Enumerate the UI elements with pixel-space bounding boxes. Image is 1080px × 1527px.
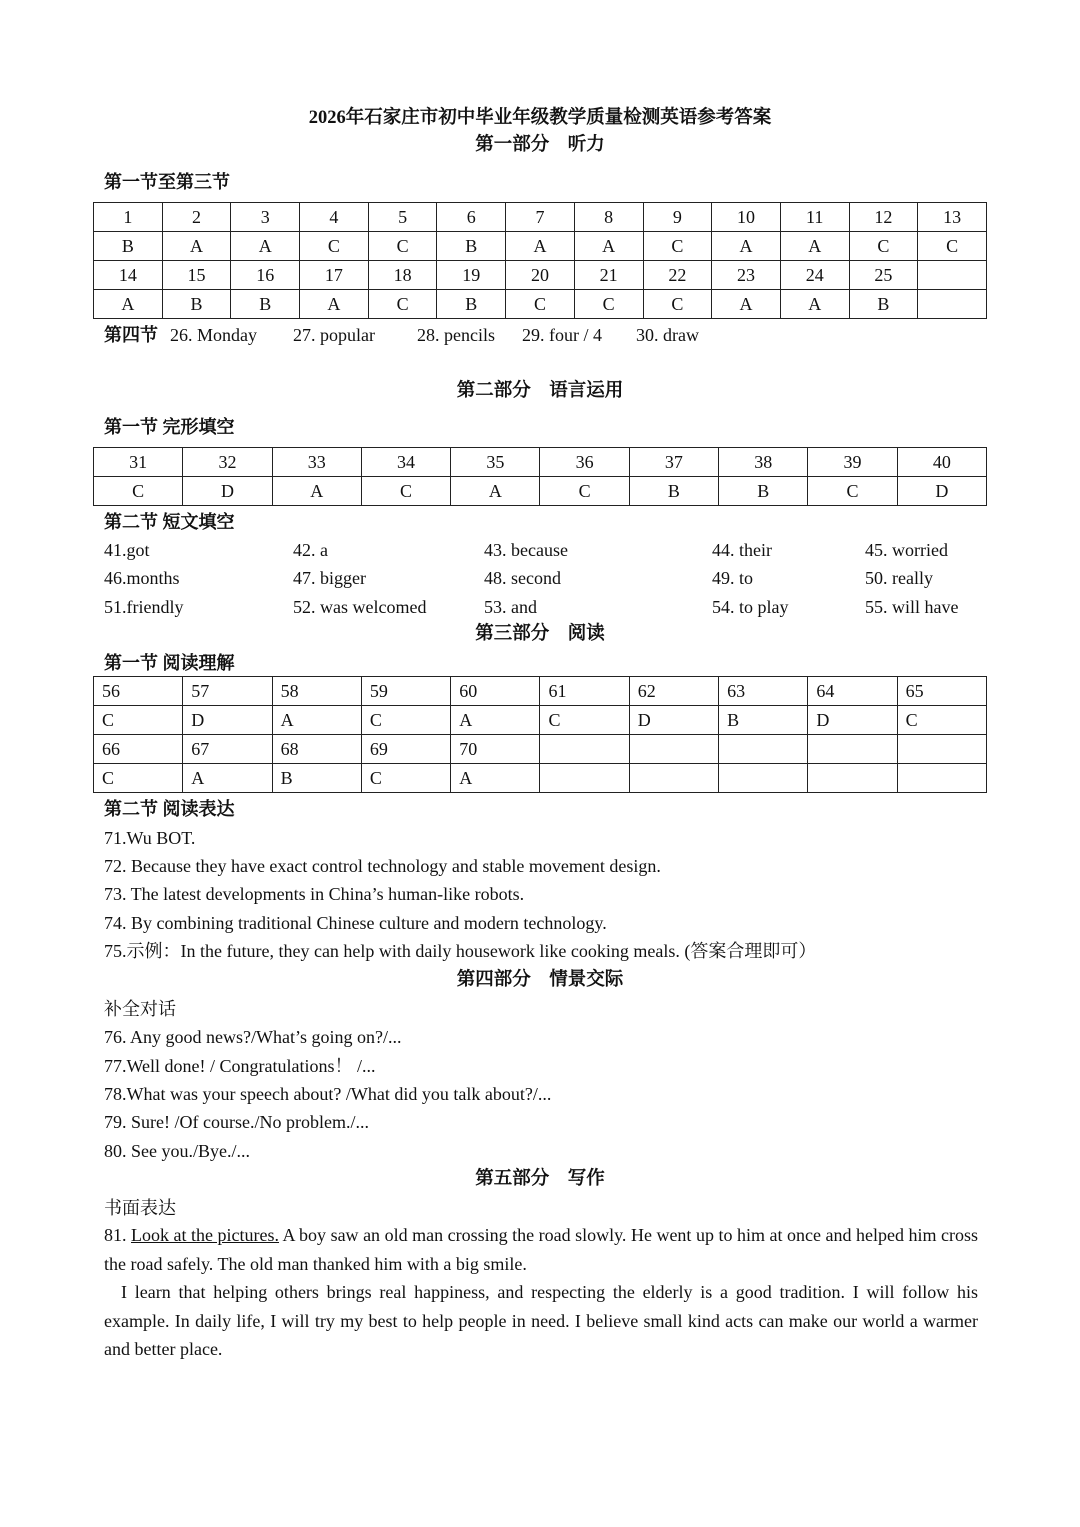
part1-table-cell: C: [643, 232, 712, 261]
part1-table-cell: A: [506, 232, 575, 261]
part1-table-cell: 24: [780, 261, 849, 290]
part3-table-cell: C: [94, 764, 183, 793]
fill-answer: 51.friendly: [104, 597, 184, 617]
part3-heading: 第三部分 阅读: [475, 624, 605, 644]
part2-table-cell: A: [272, 477, 361, 506]
part2-table-cell: 31: [94, 448, 183, 477]
part3-table-cell: A: [451, 764, 540, 793]
part1-table-cell: A: [712, 232, 781, 261]
part1-table-cell: 7: [506, 203, 575, 232]
part2-table-cell: 40: [897, 448, 986, 477]
part3-table-cell: 58: [272, 677, 361, 706]
fill-answer: 49. to: [712, 568, 754, 588]
essay-paragraph-2: I learn that helping others brings real happiness, and respecting the elderly is a good tradition. I will follow his example. In daily life, I will try my best to help people in need. I believe small kind acts can make our world a warmer and better place.: [104, 1282, 978, 1359]
part3-table-cell: [808, 764, 897, 793]
part2-table-row: [94, 477, 987, 506]
part3-table-cell: [897, 764, 986, 793]
part1-table-cell: [918, 290, 987, 319]
part1-table-cell: A: [231, 232, 300, 261]
part1-table-cell: 10: [712, 203, 781, 232]
answer-26: 26. Monday: [170, 325, 257, 345]
part1-table-row: [94, 232, 987, 261]
fill-answer: 50. really: [865, 568, 933, 588]
part3-table-cell: [808, 735, 897, 764]
essay-paragraph-1-text: A boy saw an old man crossing the road slowly. He went up to him at once and helped him cross the road safely. The old man thanked him with a big smile.: [104, 1225, 978, 1274]
part2-table-cell: 35: [451, 448, 540, 477]
part2-table-cell: C: [361, 477, 450, 506]
part3-table-cell: A: [183, 764, 272, 793]
answer-78: 78.What was your speech about? /What did you talk about?/...: [104, 1084, 552, 1104]
answer-28: 28. pencils: [417, 325, 495, 345]
part3-table-cell: C: [897, 706, 986, 735]
part2-table-cell: 36: [540, 448, 629, 477]
part1-table-cell: 3: [231, 203, 300, 232]
part1-table-cell: 15: [162, 261, 231, 290]
part1-table-cell: 1: [94, 203, 163, 232]
part1-table-cell: 22: [643, 261, 712, 290]
part1-table-cell: C: [849, 232, 918, 261]
part2-table-cell: 32: [183, 448, 272, 477]
part3-table-cell: 66: [94, 735, 183, 764]
part1-table-cell: 6: [437, 203, 506, 232]
part3-table-row: [94, 706, 987, 735]
answer-71: 71.Wu BOT.: [104, 828, 196, 848]
part3-table-cell: [719, 764, 808, 793]
part1-table-cell: B: [437, 232, 506, 261]
answer-27: 27. popular: [293, 325, 375, 345]
fill-answer: 45. worried: [865, 540, 948, 560]
part2-table-cell: B: [629, 477, 718, 506]
part1-table-cell: B: [94, 232, 163, 261]
answer-80: 80. See you./Bye./...: [104, 1141, 250, 1161]
page-title: 2026年石家庄市初中毕业年级教学质量检测英语参考答案: [308, 108, 772, 128]
part1-table-cell: 17: [300, 261, 369, 290]
part1-table-cell: 23: [712, 261, 781, 290]
part3-sec2-label: 第二节 阅读表达: [104, 799, 235, 819]
fill-answer: 52. was welcomed: [293, 597, 427, 617]
part1-table-cell: B: [849, 290, 918, 319]
part4-sec-label: 补全对话: [104, 999, 176, 1019]
part3-table-cell: B: [272, 764, 361, 793]
part1-table-cell: C: [368, 232, 437, 261]
part1-table-cell: 19: [437, 261, 506, 290]
part3-table-cell: [540, 735, 629, 764]
essay-opening-underlined: Look at the pictures.: [131, 1225, 280, 1245]
part1-heading: 第一部分 听力: [475, 135, 605, 155]
part1-table-cell: 21: [574, 261, 643, 290]
part1-table-row: [94, 203, 987, 232]
fill-answer: 43. because: [484, 540, 568, 560]
part3-answer-table: [93, 676, 987, 793]
fill-answer: 55. will have: [865, 597, 959, 617]
part3-table-cell: 64: [808, 677, 897, 706]
part2-answer-table: [93, 447, 987, 506]
part2-table-cell: 37: [629, 448, 718, 477]
fill-answer: 54. to play: [712, 597, 789, 617]
part1-table-cell: C: [918, 232, 987, 261]
part3-table-cell: D: [808, 706, 897, 735]
part2-table-cell: 33: [272, 448, 361, 477]
part1-table-cell: C: [300, 232, 369, 261]
part1-sec4: [104, 323, 158, 347]
part3-table-cell: 67: [183, 735, 272, 764]
part3-table-cell: C: [540, 706, 629, 735]
part3-table-cell: [629, 764, 718, 793]
part1-table-cell: 11: [780, 203, 849, 232]
fill-answer: 42. a: [293, 540, 328, 560]
part1-table-cell: A: [574, 232, 643, 261]
part2-table-cell: A: [451, 477, 540, 506]
part2-table-cell: B: [719, 477, 808, 506]
part3-table-cell: 61: [540, 677, 629, 706]
fill-answer: 46.months: [104, 568, 180, 588]
part1-table-cell: A: [162, 232, 231, 261]
part1-table-cell: A: [300, 290, 369, 319]
part3-sec1-label: 第一节 阅读理解: [104, 653, 235, 673]
part1-table-cell: 18: [368, 261, 437, 290]
part1-table-cell: 2: [162, 203, 231, 232]
part3-table-row: [94, 735, 987, 764]
part5-heading: 第五部分 写作: [475, 1169, 605, 1189]
fill-answer: 41.got: [104, 540, 150, 560]
part3-table-cell: [629, 735, 718, 764]
part1-table-cell: A: [780, 290, 849, 319]
part1-table-cell: C: [643, 290, 712, 319]
part3-table-cell: [897, 735, 986, 764]
part1-sec4-label: 第四节: [104, 325, 158, 345]
part3-table-cell: 68: [272, 735, 361, 764]
fill-answer: 47. bigger: [293, 568, 366, 588]
part1-table-cell: 4: [300, 203, 369, 232]
part1-sec1-3-label: 第一节至第三节: [104, 172, 230, 192]
answer-79: 79. Sure! /Of course./No problem./...: [104, 1112, 369, 1132]
answer-29: 29. four / 4: [522, 325, 602, 345]
part1-answer-table: [93, 202, 987, 319]
part1-table-row: [94, 261, 987, 290]
part3-table-cell: 70: [451, 735, 540, 764]
part3-table-cell: [540, 764, 629, 793]
part1-table-cell: [918, 261, 987, 290]
part3-table-row: [94, 764, 987, 793]
fill-answer: 44. their: [712, 540, 772, 560]
fill-answer: 48. second: [484, 568, 561, 588]
part1-table-cell: 9: [643, 203, 712, 232]
part3-table-row: [94, 677, 987, 706]
part1-table-cell: A: [712, 290, 781, 319]
part2-table-cell: 38: [719, 448, 808, 477]
part1-table-row: [94, 290, 987, 319]
answer-72: 72. Because they have exact control technology and stable movement design.: [104, 856, 661, 876]
part1-table-cell: C: [506, 290, 575, 319]
part3-table-cell: C: [94, 706, 183, 735]
part1-table-cell: 12: [849, 203, 918, 232]
part1-table-cell: B: [162, 290, 231, 319]
part2-table-cell: C: [808, 477, 897, 506]
answer-77: 77.Well done! / Congratulations！ /...: [104, 1056, 376, 1076]
fill-answer: 53. and: [484, 597, 537, 617]
part1-table-cell: C: [368, 290, 437, 319]
part3-table-cell: 63: [719, 677, 808, 706]
part1-table-cell: C: [574, 290, 643, 319]
part1-table-cell: 5: [368, 203, 437, 232]
part1-table-cell: B: [231, 290, 300, 319]
part2-table-cell: C: [540, 477, 629, 506]
answer-75: 75.示例：In the future, they can help with daily housework like cooking meals. (答案合理即可）: [104, 941, 817, 961]
part2-table-cell: 39: [808, 448, 897, 477]
part2-sec1-label: 第一节 完形填空: [104, 417, 235, 437]
part3-table-cell: A: [451, 706, 540, 735]
part3-table-cell: C: [361, 764, 450, 793]
part2-table-row: [94, 448, 987, 477]
part1-table-cell: 25: [849, 261, 918, 290]
part3-table-cell: B: [719, 706, 808, 735]
part3-table-cell: D: [183, 706, 272, 735]
part2-table-cell: 34: [361, 448, 450, 477]
part3-table-cell: 56: [94, 677, 183, 706]
part2-table-cell: C: [94, 477, 183, 506]
part3-table-cell: 65: [897, 677, 986, 706]
part3-table-cell: 59: [361, 677, 450, 706]
part3-table-cell: 60: [451, 677, 540, 706]
answer-74: 74. By combining traditional Chinese culture and modern technology.: [104, 913, 607, 933]
part1-table-cell: 8: [574, 203, 643, 232]
part3-table-cell: 69: [361, 735, 450, 764]
part1-table-cell: A: [94, 290, 163, 319]
part1-table-cell: B: [437, 290, 506, 319]
part1-table-cell: 20: [506, 261, 575, 290]
essay-number: 81.: [104, 1225, 132, 1245]
part3-table-cell: [719, 735, 808, 764]
part2-table-cell: D: [897, 477, 986, 506]
answer-76: 76. Any good news?/What’s going on?/...: [104, 1027, 402, 1047]
part3-table-cell: 57: [183, 677, 272, 706]
part3-table-cell: 62: [629, 677, 718, 706]
part3-table-cell: C: [361, 706, 450, 735]
part3-table-cell: A: [272, 706, 361, 735]
part2-heading: 第二部分 语言运用: [456, 381, 624, 401]
essay-paragraph-1: [104, 1221, 978, 1278]
part1-table-cell: 13: [918, 203, 987, 232]
part3-table-cell: D: [629, 706, 718, 735]
part1-table-cell: 16: [231, 261, 300, 290]
part1-table-cell: 14: [94, 261, 163, 290]
part4-heading: 第四部分 情景交际: [456, 970, 624, 990]
part2-sec2-label: 第二节 短文填空: [104, 512, 235, 532]
answer-73: 73. The latest developments in China’s human-like robots.: [104, 884, 525, 904]
part2-table-cell: D: [183, 477, 272, 506]
part1-table-cell: A: [780, 232, 849, 261]
answer-30: 30. draw: [636, 325, 699, 345]
part5-sec-label: 书面表达: [104, 1198, 176, 1218]
